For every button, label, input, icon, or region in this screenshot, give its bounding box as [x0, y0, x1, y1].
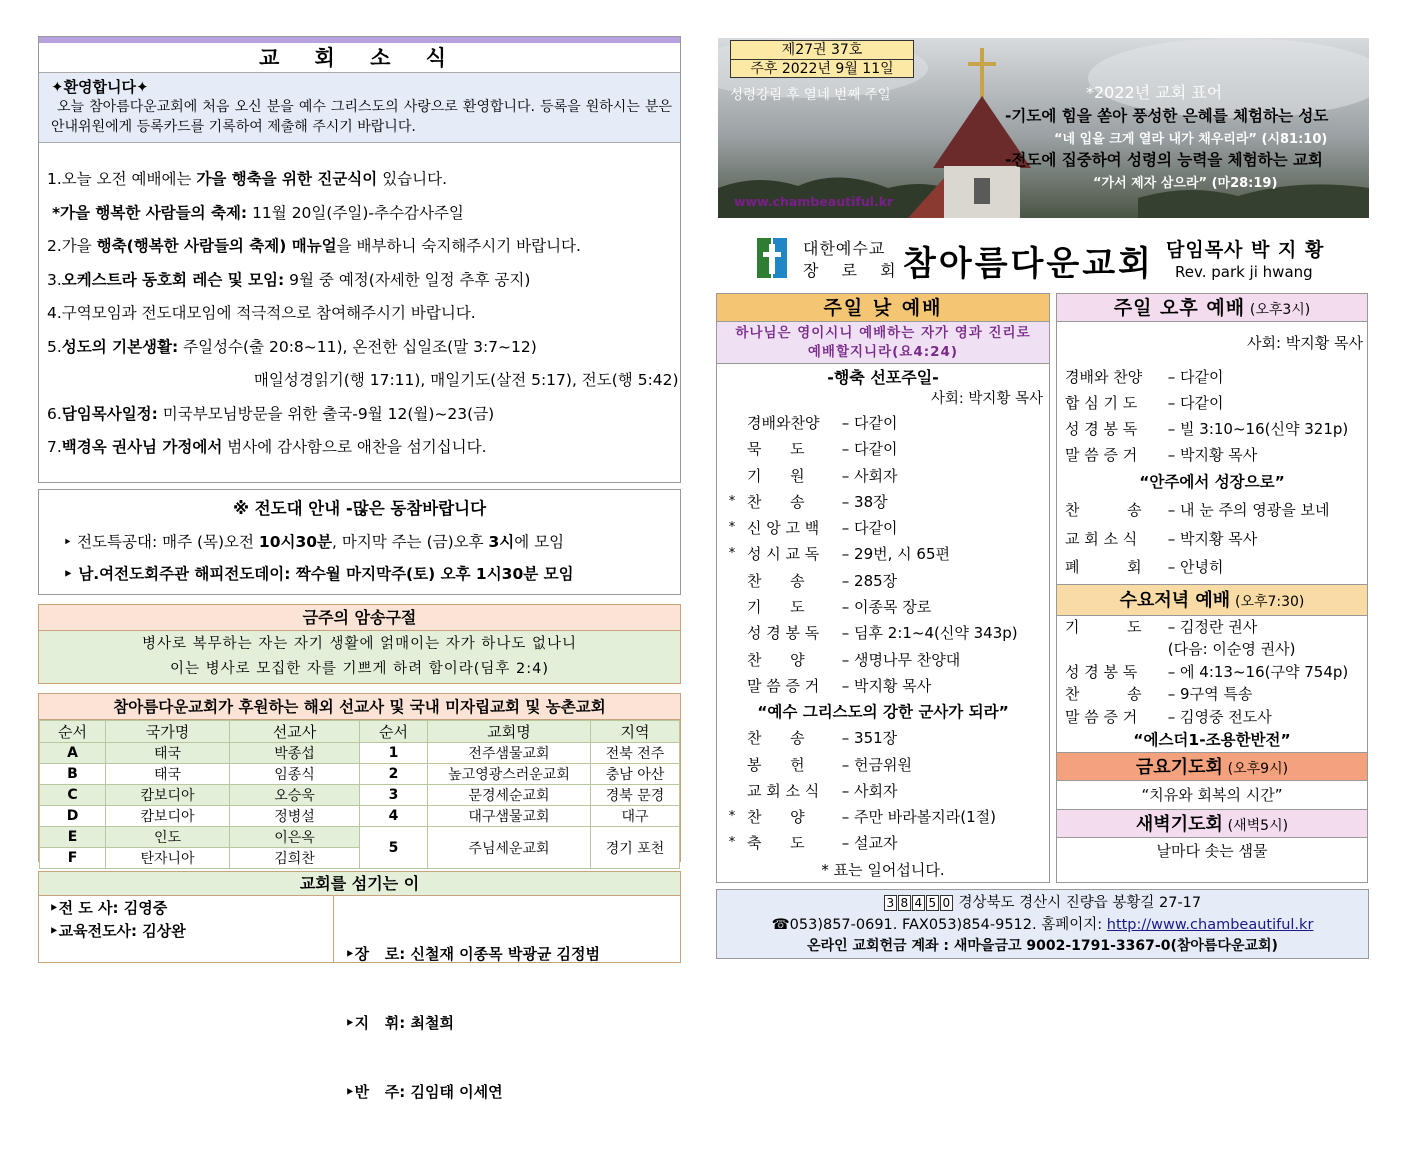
worship-order-item: 합 심 기 도 – 다같이	[1065, 394, 1224, 412]
afternoon-service-title: 주일 오후 예배	[1113, 297, 1246, 319]
footer-phone-line	[717, 914, 1368, 936]
church-news-box	[38, 36, 681, 483]
liturgical-sunday: 성령강림 후 열네 번째 주일	[730, 87, 891, 103]
worship-order-item: 봉 헌 – 헌금위원	[747, 755, 912, 774]
wednesday-service-header	[1057, 584, 1367, 616]
servers-left: ‣전 도 사: 김영중 ‣교육전도사: 김상완	[39, 896, 334, 963]
wednesday-service-time: (오후7:30)	[1234, 593, 1305, 610]
sunday-service-verse: 하나님은 영이시니 예배하는 자가 영과 진리로 예배할지니라(요4:24)	[717, 322, 1049, 364]
worship-order-item: 경배와 찬양 – 다같이	[1065, 368, 1224, 386]
news-title: 교 회 소 식	[39, 43, 680, 73]
pastor-name-english: Rev. park ji hwang	[1175, 263, 1313, 281]
welcome-title: ✦환영합니다✦	[51, 78, 149, 96]
afternoon-service-time: (오후3시)	[1249, 302, 1311, 318]
worship-order-item: 찬 송 – 내 눈 주의 영광을 보네	[1065, 501, 1330, 519]
servers-box	[38, 871, 681, 1101]
news-item: 7.백경옥 권사님 가정에서 범사에 감사함으로 애찬을 섬기십니다.	[47, 438, 487, 456]
footer-address-line	[717, 893, 1368, 914]
friday-prayer-time: (오후9시)	[1227, 761, 1289, 777]
website-url[interactable]: www.chambeautiful.kr	[734, 194, 894, 209]
motto-line-1: -기도에 힘을 쏟아 풍성한 은혜를 체험하는 성도	[1005, 107, 1329, 125]
standing-note: * 표는 일어섭니다.	[821, 860, 945, 879]
welcome-section	[39, 73, 680, 143]
worship-order-item: 말 씀 증 거 – 박지황 목사	[1065, 446, 1258, 464]
evangelism-line-2: ‣ 남.여전도회주관 해피전도데이: 짝수월 마지막주(토) 오후 1시30분 모임	[63, 565, 574, 583]
sunday-service-title: 주일 낮 예배	[717, 294, 1049, 322]
worship-order-item: 폐 회 – 안녕히	[1065, 558, 1224, 576]
footer-account: 온라인 교회헌금 계좌 : 새마을금고 9002-1791-3367-0(참아름다운교회)	[807, 938, 1278, 954]
news-item: 5.성도의 기본생활: 주일성수(출 20:8~11), 온전한 십일조(말 3:7~12)	[47, 337, 537, 356]
afternoon-service-header	[1057, 294, 1367, 322]
header-image	[718, 38, 1369, 218]
footer-address: 경상북도 경산시 진량읍 봉황길 27-17	[958, 895, 1202, 911]
wednesday-order-list	[1057, 616, 1367, 729]
evangelism-line-1: ‣ 전도특공대: 매주 (목)오전 10시30분, 마지막 주는 (금)오후 3시에 모임	[63, 533, 565, 551]
worship-order-item: 교 회 소 식 – 사회자	[747, 781, 898, 800]
news-item: 4.구역모임과 전도대모임에 적극적으로 참여해주시기 바랍니다.	[47, 304, 476, 322]
worship-order-item: * 찬 양 – 주만 바라볼지라(1절)	[728, 808, 996, 827]
wednesday-sermon-title: “에스더1-조용한반전”	[1133, 731, 1291, 749]
homepage-link[interactable]: http://www.chambeautiful.kr	[1106, 917, 1314, 933]
news-items	[39, 143, 680, 465]
pastor-name: 담임목사 박 지 황	[1166, 239, 1325, 261]
church-name: 참아름다운교회	[903, 244, 1154, 284]
server-elders: 장 로: 신철재 이종목 박광균 김정범	[354, 945, 601, 963]
news-item: 매일성경읽기(행 17:11), 매일기도(살전 5:17), 전도(행 5:42)	[47, 371, 679, 389]
news-item: *가을 행복한 사람들의 축제: 11월 20일(주일)-추수감사주일	[51, 203, 464, 222]
afternoon-order-list-2	[1057, 496, 1367, 582]
issue-date: 주후 2022년 9월 11일	[750, 61, 894, 77]
worship-order-item: * 성 시 교 독 – 29번, 시 65편	[728, 545, 950, 564]
worship-order-item: 기 원 – 사회자	[747, 466, 898, 485]
news-item: 1.오늘 오전 예배에는 가을 행축을 위한 진군식이 있습니다.	[47, 170, 448, 188]
table-row: A 태국 박종섭 1 전주샘물교회 전북 전주	[40, 743, 680, 764]
sunday-order-list-2	[717, 725, 1049, 856]
motto-title: *2022년 교회 표어	[1086, 83, 1223, 102]
motto-line-1-ref: “네 입을 크게 열라 내가 채우리라” (시81:10)	[1054, 132, 1328, 147]
worship-order-item: 묵 도 – 다같이	[747, 440, 898, 459]
church-logo-icon	[757, 238, 787, 278]
denomination-line-2: 장 로 회	[803, 261, 905, 280]
support-table	[39, 720, 680, 869]
memory-verse-line-1: 병사로 복무하는 자는 자기 생활에 얽매이는 자가 하나도 없나니	[141, 636, 578, 652]
table-row: F 탄자니아 김희찬	[40, 848, 680, 869]
sunday-sermon-title: “예수 그리스도의 강한 군사가 되라”	[757, 703, 1009, 722]
wednesday-service-title: 수요저녁 예배	[1119, 589, 1231, 611]
worship-order-item: 성 경 봉 독 – 에 4:13~16(구약 754p)	[1065, 662, 1349, 681]
worship-order-item: (다음: 이순영 권사)	[1163, 640, 1296, 658]
worship-order-item: 찬 송 – 351장	[747, 729, 898, 748]
worship-order-item: 찬 양 – 생명나무 찬양대	[747, 650, 961, 669]
worship-order-item: 기 도 – 김정란 권사	[1065, 617, 1258, 636]
denomination	[803, 238, 905, 282]
dawn-prayer-text: 날마다 솟는 샘물	[1156, 842, 1268, 860]
dawn-prayer-title: 새벽기도회	[1135, 814, 1223, 835]
denomination-line-1: 대한예수교	[803, 239, 886, 258]
volume-number: 제27권 37호	[731, 41, 913, 60]
memory-verse-title: 금주의 암송구절	[39, 605, 680, 631]
dawn-prayer-time: (새벽5시)	[1227, 818, 1289, 834]
worship-order-item: 교 회 소 식 – 박지황 목사	[1065, 529, 1258, 548]
memory-verse-line-2: 이는 병사로 모집한 자를 기쁘게 하려 함이라(딤후 2:4)	[169, 661, 550, 677]
servers-right: ‣장 로: 신철재 이종목 박광균 김정범 ‣지 휘: 최철희 ‣반 주: 김임태 이세연	[345, 945, 601, 1101]
dawn-prayer-header	[1057, 809, 1367, 838]
table-row: B 태국 임종식 2 높고영광스러운교회 충남 아산	[40, 764, 680, 785]
motto-line-2: -전도에 집중하여 성령의 능력을 체험하는 교회	[1005, 151, 1323, 169]
afternoon-sermon-title: “안주에서 성장으로”	[1139, 473, 1285, 491]
worship-order-item: 말 씀 증 거 – 김영중 전도사	[1065, 707, 1272, 726]
server-conductor: 지 휘: 최철희	[354, 1014, 454, 1032]
support-title: 참아름다운교회가 후원하는 해외 선교사 및 국내 미자립교회 및 농촌교회	[39, 694, 680, 720]
sunday-order-list	[717, 410, 1049, 699]
weekly-services-box	[1056, 293, 1368, 883]
news-item: 6.담임목사일정: 미국부모님방문을 위한 출국-9월 12(월)~23(금)	[47, 404, 495, 423]
worship-order-item: 기 도 – 이종목 장로	[747, 598, 932, 617]
evangelism-box	[38, 489, 681, 595]
table-row: D 캄보디아 정병설 4 대구샘물교회 대구	[40, 806, 680, 827]
worship-order-item: 찬 송 – 285장	[747, 571, 898, 590]
server-evangelist: 전 도 사: 김영중	[58, 899, 168, 917]
table-row: C 캄보디아 오승욱 3 문경세순교회 경북 문경	[40, 785, 680, 806]
servers-title: 교회를 섬기는 이	[39, 872, 680, 896]
friday-prayer-header	[1057, 752, 1367, 781]
table-row: E 인도 이은옥 5 주님세운교회 경기 포천	[40, 827, 680, 848]
welcome-text: 오늘 참아름다운교회에 처음 오신 분을 예수 그리스도의 사랑으로 환영합니다. 등록을 원하시는 분은 안내위원에게 등록카드를 기록하여 제출해 주시기 바랍니다.	[51, 99, 672, 135]
news-item: 2.가을 행축(행복한 사람들의 축제) 매뉴얼을 배부하니 숙지해주시기 바랍니다.	[47, 237, 581, 255]
worship-order-item: 경배와찬양 – 다같이	[747, 414, 898, 432]
worship-order-item: 말 씀 증 거 – 박지황 목사	[747, 676, 932, 695]
footer-phone: ☎053)857-0691. FAX053)854-9512. 홈페이지:	[771, 917, 1107, 933]
worship-order-item: 찬 송 – 9구역 특송	[1065, 685, 1253, 703]
worship-order-item: * 축 도 – 설교자	[728, 834, 898, 853]
evangelism-title: ※ 전도대 안내 -많은 동참바랍니다	[232, 499, 487, 518]
worship-order-item: * 찬 송 – 38장	[728, 492, 888, 511]
memory-verse-box	[38, 604, 681, 684]
sunday-service-box	[716, 293, 1050, 883]
footer-contact	[716, 889, 1369, 959]
server-accompanist: 반 주: 김임태 이세연	[354, 1083, 503, 1101]
worship-order-item: 성 경 봉 독 – 딤후 2:1~4(신약 343p)	[747, 624, 1018, 643]
worship-order-item: * 신 앙 고 백 – 다같이	[728, 519, 898, 538]
friday-prayer-title: 금요기도회	[1135, 757, 1223, 778]
support-table-header: 순서 국가명 선교사 순서 교회명 지역	[40, 721, 680, 743]
afternoon-order-list	[1057, 364, 1367, 468]
news-item: 3.오케스트라 동호회 레슨 및 모임: 9월 중 예정(자세한 일정 추후 공지)	[47, 270, 531, 289]
support-box	[38, 693, 681, 867]
sunday-service-subtitle: -행축 선포주일-	[827, 368, 939, 387]
server-education: 교육전도사: 김상완	[58, 922, 186, 940]
motto-line-2-ref: “가서 제자 삼으라” (마28:19)	[1093, 176, 1278, 191]
afternoon-service-host: 사회: 박지황 목사	[1246, 334, 1363, 352]
worship-order-item: 성 경 봉 독 – 빌 3:10~16(신약 321p)	[1065, 420, 1349, 438]
postal-code: 3 8 4 5 0	[884, 895, 954, 911]
friday-prayer-text: “치유와 회복의 시간”	[1141, 786, 1283, 804]
sunday-service-host: 사회: 박지황 목사	[930, 391, 1043, 407]
issue-info	[730, 40, 914, 78]
